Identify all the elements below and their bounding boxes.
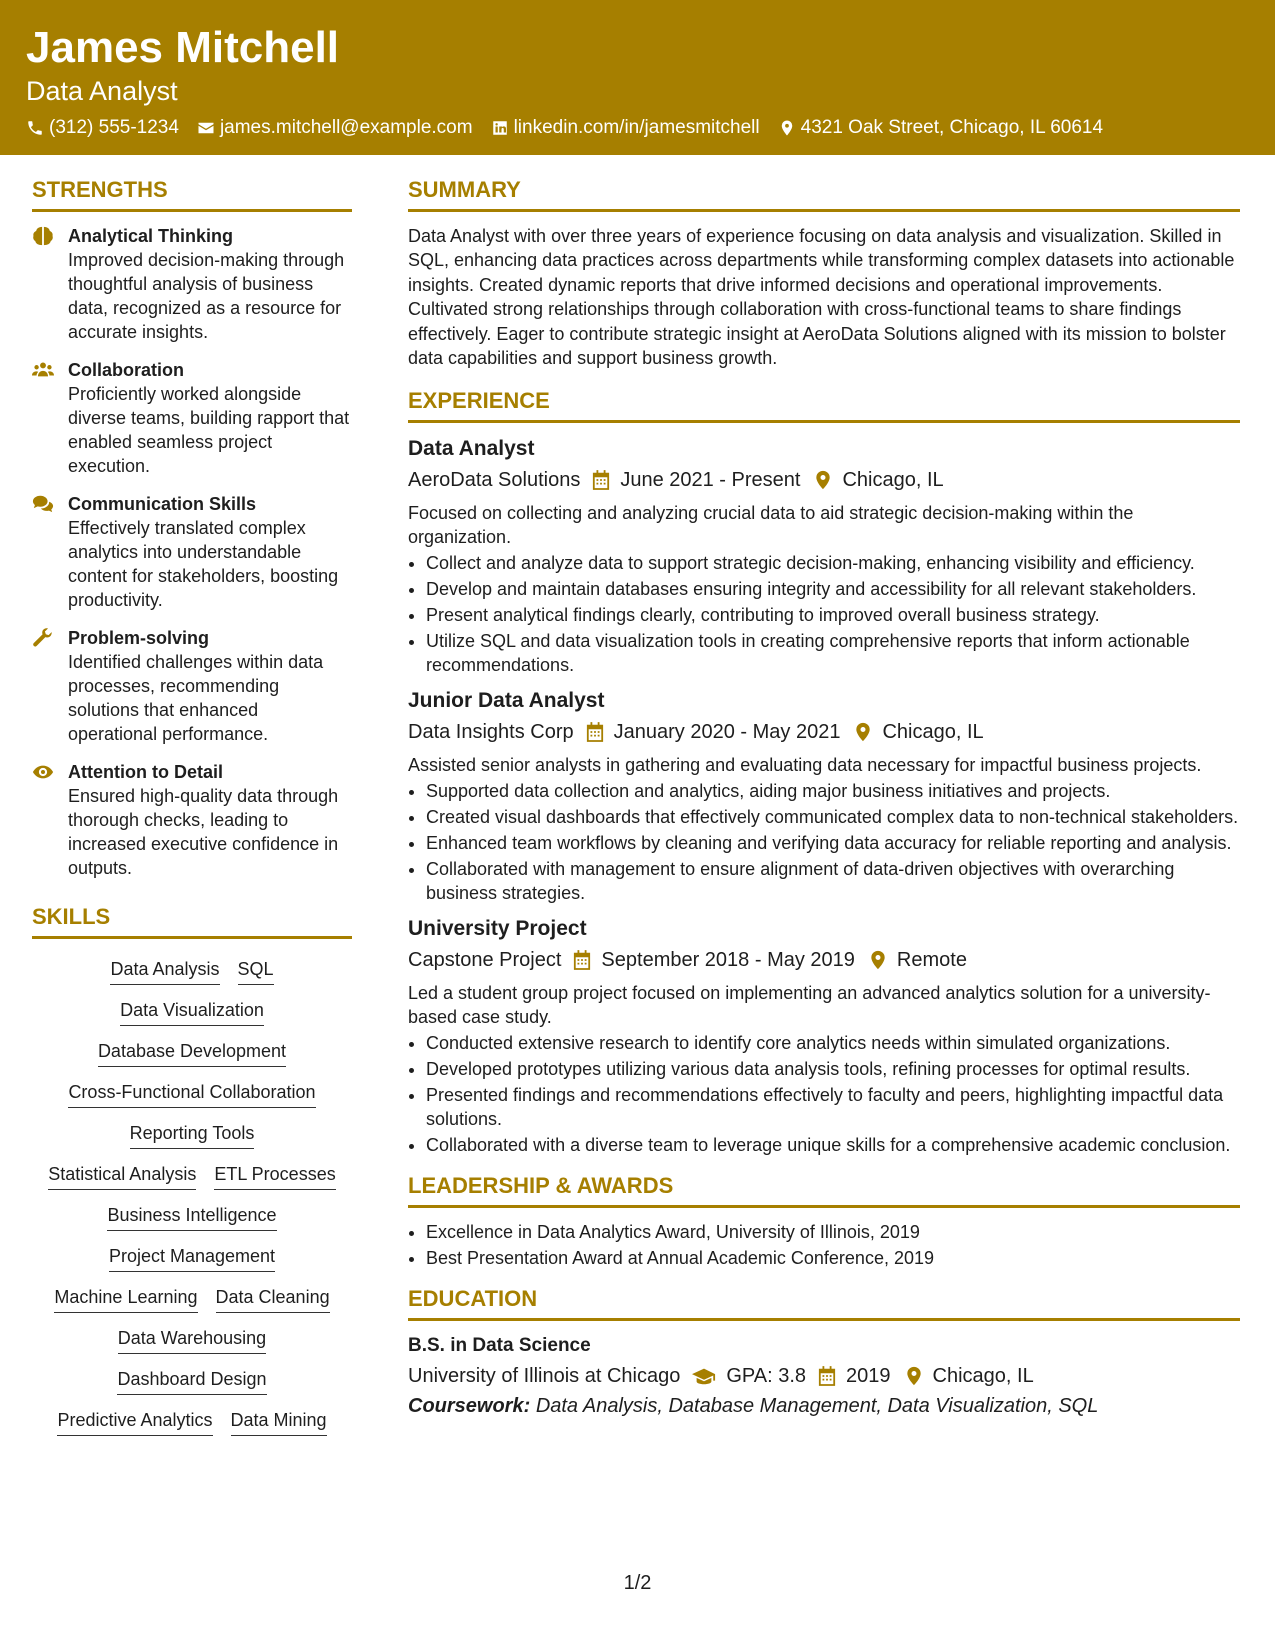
brain-icon: [32, 226, 54, 246]
job-entry: [408, 915, 1240, 1157]
comments-icon: [32, 494, 54, 514]
calendar-icon: [573, 950, 591, 970]
wrench-icon: [32, 628, 54, 648]
linkedin-icon: [491, 119, 509, 137]
bullet-item: • Developed prototypes utilizing various data analysis tools, refining processes for optimal results.: [426, 1057, 1240, 1081]
edu-school: University of Illinois at Chicago: [408, 1365, 681, 1388]
skill-tag: Data Mining: [231, 1408, 327, 1436]
skills-list: [32, 957, 352, 1436]
job-entry: [408, 687, 1240, 905]
strength-item: [32, 760, 352, 880]
job-meta: [408, 717, 1240, 747]
bullet-item: • Collaborated with management to ensure alignment of data-driven objectives with overarching business strategies.: [426, 857, 1240, 905]
bullet-item: • Conducted extensive research to identify core analytics needs within simulated organizations.: [426, 1031, 1240, 1055]
awards-list: [408, 1220, 1240, 1270]
coursework-label: Coursework:: [408, 1395, 531, 1418]
skill-tag: Data Cleaning: [216, 1285, 330, 1313]
strength-title: Problem-solving: [68, 628, 210, 648]
map-marker-icon: [778, 119, 796, 137]
skill-tag: SQL: [238, 957, 274, 985]
education-heading: EDUCATION: [408, 1284, 1240, 1321]
skill-tag: Project Management: [109, 1244, 275, 1272]
job-bullets: [408, 779, 1240, 905]
graduation-cap-icon: [692, 1366, 716, 1386]
job-description: Led a student group project focused on implementing an advanced analytics solution for a university-based case study.: [408, 983, 1211, 1028]
strength-desc: Improved decision-making through thoughtful analysis of business data, recognized as a resource for accurate insights.: [68, 250, 345, 342]
contact-email[interactable]: [197, 115, 473, 141]
bullet-item: • Collect and analyze data to support strategic decision-making, enhancing visibility and efficiency.: [426, 551, 1240, 575]
skill-tag: Machine Learning: [54, 1285, 197, 1313]
job-bullets: [408, 1031, 1240, 1157]
email-text: james.mitchell@example.com: [219, 117, 473, 138]
experience-heading: EXPERIENCE: [408, 386, 1240, 423]
skills-heading: SKILLS: [32, 902, 352, 939]
job-dates: September 2018 - May 2019: [601, 949, 855, 972]
linkedin-text: linkedin.com/in/jamesmitchell: [513, 117, 760, 138]
resume-header: [0, 0, 1275, 155]
edu-coursework: [408, 1391, 1240, 1421]
summary-text: Data Analyst with over three years of experience focusing on data analysis and visualization. Skilled in SQL, enhancing data practices across departments while transforming complex datasets into actionable insights. Created dynamic reports that drive informed decisions and operational improvements. Cultivated strong relationships through collaboration with cross-functional teams to share findings effectively. Eager to contribute strategic insight at AeroData Solutions aligned with its mission to bolster data capabilities and support business growth.: [408, 226, 1235, 369]
award-item: • Best Presentation Award at Annual Academic Conference, 2019: [426, 1246, 1240, 1270]
candidate-title: Data Analyst: [26, 76, 178, 106]
map-marker-icon: [869, 950, 887, 970]
job-title: University Project: [408, 917, 587, 941]
envelope-icon: [197, 119, 215, 137]
awards-heading: LEADERSHIP & AWARDS: [408, 1171, 1240, 1208]
strength-item: [32, 358, 352, 478]
job-company: AeroData Solutions: [408, 469, 581, 492]
job-location: Remote: [896, 949, 967, 972]
contact-phone[interactable]: [26, 115, 179, 141]
skill-tag: Reporting Tools: [130, 1121, 255, 1149]
phone-text: (312) 555-1234: [49, 117, 179, 138]
contact-address: [778, 115, 1103, 141]
right-column: [408, 175, 1240, 1421]
edu-meta: [408, 1361, 1240, 1391]
contact-linkedin[interactable]: [491, 115, 760, 141]
contact-bar: [26, 115, 1103, 141]
summary-heading: SUMMARY: [408, 175, 1240, 212]
strength-item: [32, 626, 352, 746]
strength-title: Analytical Thinking: [68, 226, 234, 246]
skill-tag: Statistical Analysis: [48, 1162, 196, 1190]
job-dates: June 2021 - Present: [620, 469, 801, 492]
edu-gpa: GPA: 3.8: [726, 1365, 807, 1388]
job-entry: [408, 435, 1240, 677]
skill-tag: Cross-Functional Collaboration: [68, 1080, 315, 1108]
job-meta: [408, 945, 1240, 975]
job-location: Chicago, IL: [882, 721, 984, 744]
job-title: Data Analyst: [408, 437, 535, 461]
map-marker-icon: [854, 722, 872, 742]
users-icon: [32, 360, 54, 380]
map-marker-icon: [905, 1366, 923, 1386]
phone-icon: [26, 119, 44, 137]
skill-tag: Predictive Analytics: [57, 1408, 212, 1436]
strength-desc: Effectively translated complex analytics into understandable content for stakeholders, boosting productivity.: [68, 518, 339, 610]
strength-item: [32, 492, 352, 612]
job-location: Chicago, IL: [842, 469, 944, 492]
calendar-icon: [592, 470, 610, 490]
skill-tag: ETL Processes: [214, 1162, 335, 1190]
job-description: Assisted senior analysts in gathering and evaluating data necessary for impactful business projects.: [408, 755, 1202, 776]
strength-title: Attention to Detail: [68, 762, 223, 782]
job-dates: January 2020 - May 2021: [613, 721, 841, 744]
address-text: 4321 Oak Street, Chicago, IL 60614: [800, 117, 1104, 138]
job-title: Junior Data Analyst: [408, 689, 605, 713]
job-company: Capstone Project: [408, 949, 562, 972]
skill-tag: Data Analysis: [110, 957, 219, 985]
edu-year: 2019: [846, 1365, 891, 1388]
skill-tag: Data Visualization: [120, 998, 264, 1026]
strength-title: Collaboration: [68, 360, 184, 380]
bullet-item: • Presented findings and recommendations effectively to faculty and peers, highlighting impactful data solutions.: [426, 1083, 1240, 1131]
job-bullets: [408, 551, 1240, 677]
skill-tag: Database Development: [98, 1039, 286, 1067]
calendar-icon: [586, 722, 604, 742]
strengths-heading: STRENGTHS: [32, 175, 352, 212]
candidate-name: James Mitchell: [26, 23, 340, 72]
award-item: • Excellence in Data Analytics Award, University of Illinois, 2019: [426, 1220, 1240, 1244]
skill-tag: Business Intelligence: [107, 1203, 276, 1231]
strength-title: Communication Skills: [68, 494, 257, 514]
edu-location: Chicago, IL: [932, 1365, 1034, 1388]
job-meta: [408, 465, 1240, 495]
skill-tag: Data Warehousing: [118, 1326, 266, 1354]
bullet-item: • Utilize SQL and data visualization tools in creating comprehensive reports that inform actionable recommendations.: [426, 629, 1240, 677]
skill-tag: Dashboard Design: [117, 1367, 266, 1395]
coursework-text: Data Analysis, Database Management, Data Visualization, SQL: [535, 1395, 1099, 1418]
bullet-item: • Supported data collection and analytics, aiding major business initiatives and projects.: [426, 779, 1240, 803]
job-description: Focused on collecting and analyzing crucial data to aid strategic decision-making within the organization.: [408, 503, 1134, 548]
strength-desc: Identified challenges within data processes, recommending solutions that enhanced operational performance.: [68, 652, 324, 744]
bullet-item: • Collaborated with a diverse team to leverage unique skills for a comprehensive academic conclusion.: [426, 1133, 1240, 1157]
page-number: 1/2: [623, 1572, 652, 1594]
left-column: [32, 175, 352, 1436]
bullet-item: • Created visual dashboards that effectively communicated complex data to non-technical stakeholders.: [426, 805, 1240, 829]
bullet-item: • Present analytical findings clearly, contributing to improved overall business strategy.: [426, 603, 1240, 627]
strength-desc: Proficiently worked alongside diverse teams, building rapport that enabled seamless project execution.: [68, 384, 350, 476]
job-company: Data Insights Corp: [408, 721, 574, 744]
strength-item: [32, 224, 352, 344]
bullet-item: • Develop and maintain databases ensuring integrity and accessibility for all relevant stakeholders.: [426, 577, 1240, 601]
calendar-icon: [818, 1366, 836, 1386]
bullet-item: • Enhanced team workflows by cleaning and verifying data accuracy for reliable reporting and analysis.: [426, 831, 1240, 855]
eye-icon: [32, 762, 54, 782]
map-marker-icon: [814, 470, 832, 490]
edu-degree: B.S. in Data Science: [408, 1335, 591, 1357]
strength-desc: Ensured high-quality data through thorough checks, leading to increased executive confidence in outputs.: [68, 786, 339, 878]
